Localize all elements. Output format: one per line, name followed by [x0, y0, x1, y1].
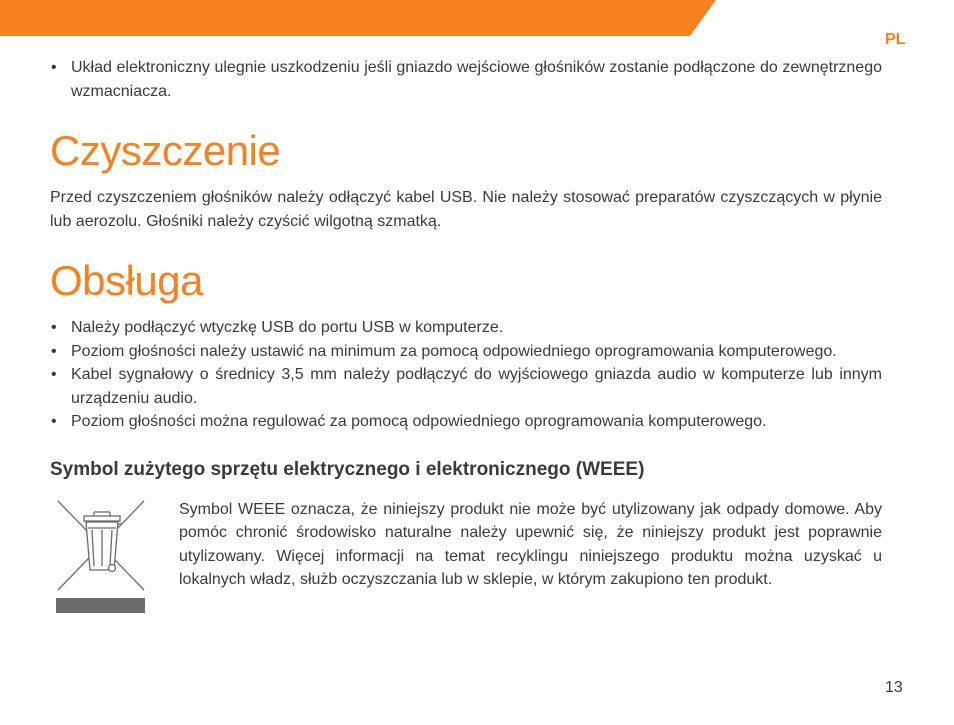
- cleaning-text: Przed czyszczeniem głośników należy odłączyć kabel USB. Nie należy stosować preparatów czyszczących w płynie lub aerozolu. Głośniki należy czyścić wilgotną szmatką.: [50, 189, 882, 230]
- crossed-out-wheelie-bin-icon: [56, 498, 146, 618]
- list-item: • Kabel sygnałowy o średnicy 3,5 mm należy podłączyć do wyjściowego gniazda audio w komputerze lub innym urządzeniu audio.: [50, 363, 882, 410]
- operation-heading: Obsługa: [50, 257, 203, 304]
- weee-section: [50, 498, 882, 592]
- language-code: PL: [885, 31, 906, 48]
- header-band: [0, 0, 954, 36]
- cleaning-heading: Czyszczenie: [50, 127, 281, 174]
- intro-bullet-list: [50, 56, 882, 103]
- weee-heading: Symbol zużytego sprzętu elektrycznego i elektronicznego (WEEE): [50, 458, 645, 480]
- page-content: [50, 56, 882, 608]
- operation-bullet-list: [50, 316, 882, 434]
- list-item: • Poziom głośności można regulować za pomocą odpowiedniego oprogramowania komputerowego.: [50, 410, 882, 434]
- list-item: • Należy podłączyć wtyczkę USB do portu USB w komputerze.: [50, 316, 882, 340]
- page-number: 13: [885, 679, 903, 696]
- list-item: • Układ elektroniczny ulegnie uszkodzeniu jeśli gniazdo wejściowe głośników zostanie podłączone do zewnętrznego wzmacniacza.: [50, 56, 882, 103]
- weee-text: Symbol WEEE oznacza, że niniejszy produkt nie może być utylizowany jak odpady domowe. Aby pomóc chronić środowisko naturalne należy upewnić się, że niniejszy produkt jest poprawnie utylizowany. Więcej informacji na temat recyklingu niniejszego produktu można uzyskać u lokalnych władz, służb oczyszczania lub w sklepie, w którym zakupiono ten produkt.: [179, 500, 882, 588]
- list-item: • Poziom głośności należy ustawić na minimum za pomocą odpowiedniego oprogramowania komputerowego.: [50, 340, 882, 364]
